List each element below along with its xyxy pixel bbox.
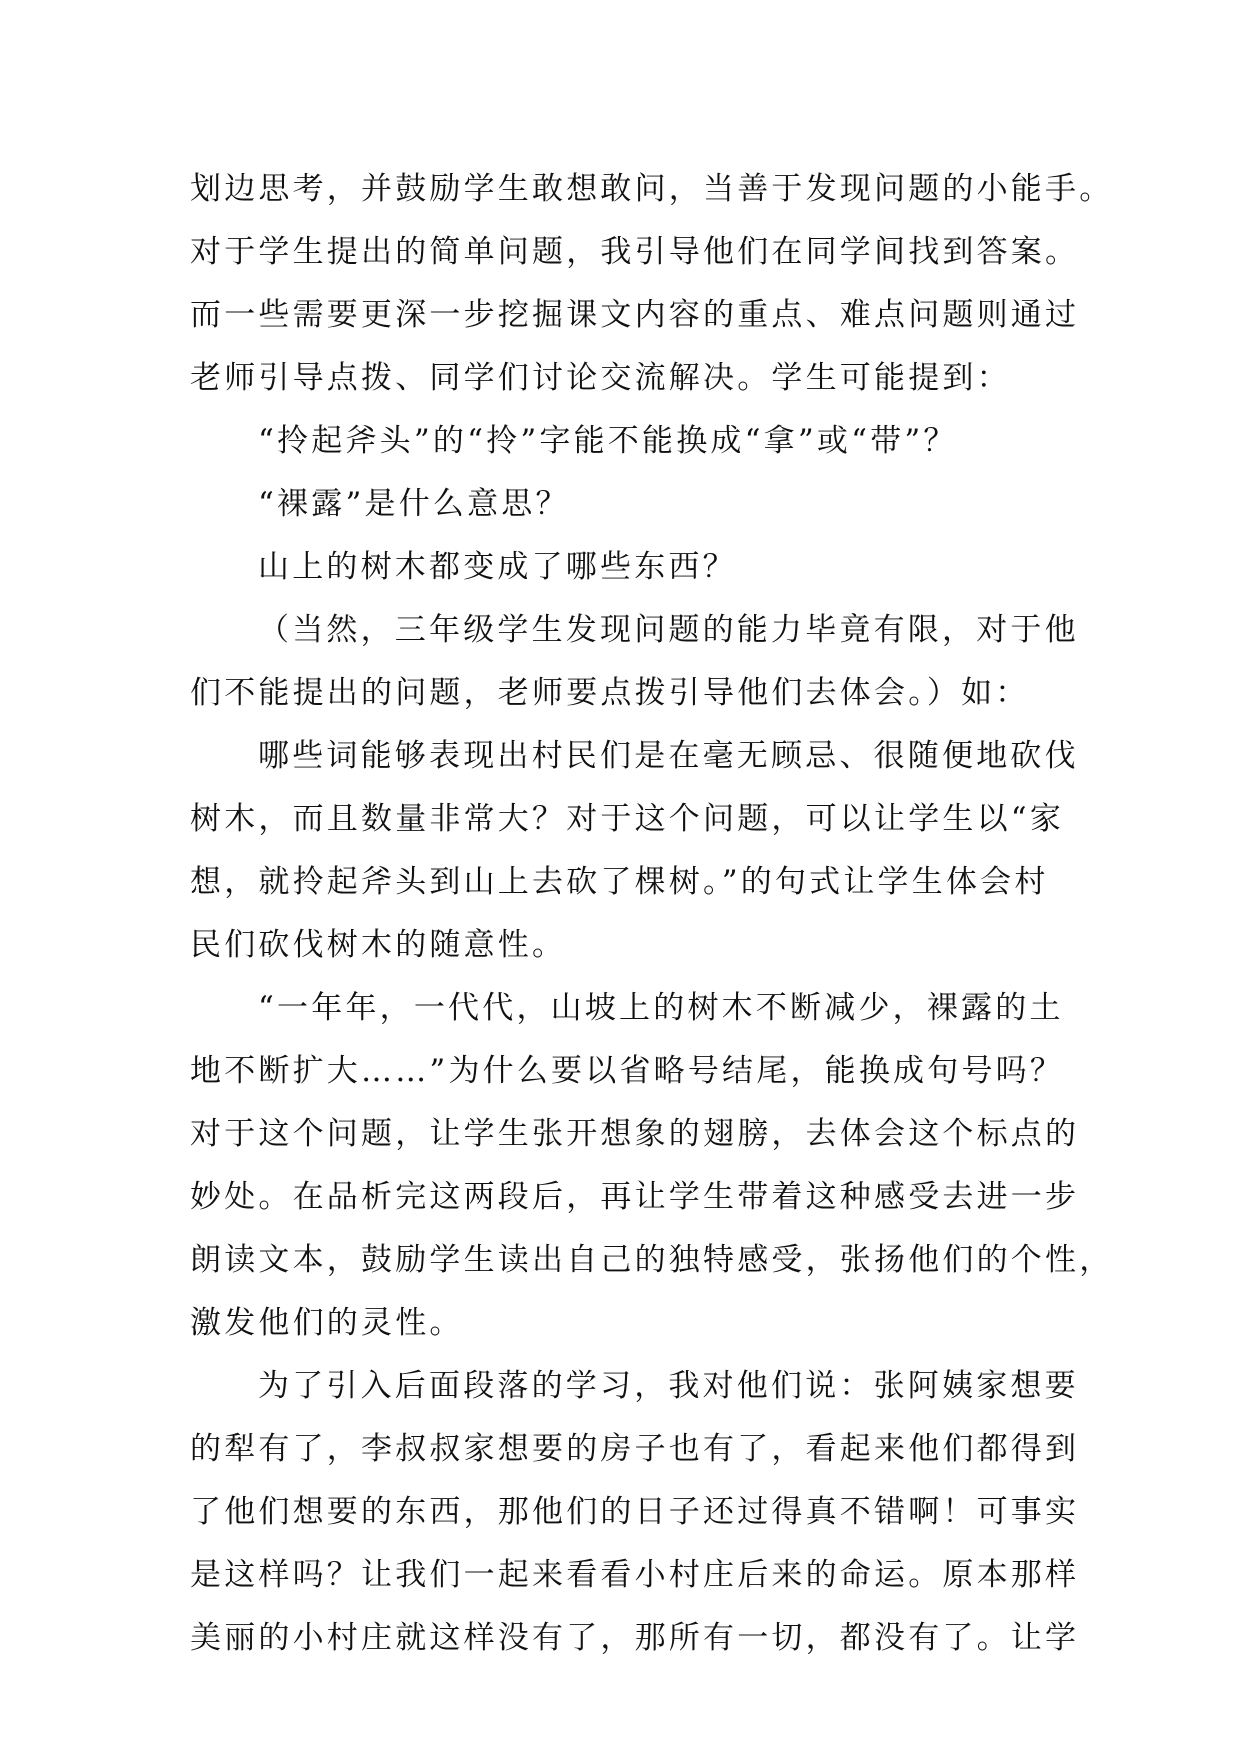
text-line: 对于这个问题，让学生张开想象的翅膀，去体会这个标点的 (190, 1116, 1080, 1152)
text-line: “裸露”是什么意思？ (258, 486, 570, 522)
text-line: 的犁有了，李叔叔家想要的房子也有了，看起来他们都得到 (190, 1431, 1080, 1467)
text-line: 山上的树木都变成了哪些东西？ (258, 549, 737, 585)
body-text (190, 158, 1114, 1670)
text-line: 想，就拎起斧头到山上去砍了棵树。”的句式让学生体会村 (190, 864, 1049, 900)
text-line: 而一些需要更深一步挖掘课文内容的重点、难点问题则通过 (190, 297, 1080, 333)
text-line: 地不断扩大……”为什么要以省略号结尾，能换成句号吗？ (190, 1053, 1065, 1089)
text-line: 哪些词能够表现出村民们是在毫无顾忌、很随便地砍伐 (258, 738, 1079, 774)
text-line: 了他们想要的东西，那他们的日子还过得真不错啊！可事实 (190, 1494, 1080, 1530)
text-line: 激发他们的灵性。 (190, 1305, 464, 1341)
text-line: 树木，而且数量非常大？对于这个问题，可以让学生以“家 (190, 801, 1065, 837)
text-line: 老师引导点拨、同学们讨论交流解决。学生可能提到： (190, 360, 1011, 396)
text-line: 们不能提出的问题，老师要点拨引导他们去体会。）如： (190, 675, 1030, 711)
text-line: 对于学生提出的简单问题，我引导他们在同学间找到答案。 (190, 234, 1080, 270)
text-line: 为了引入后面段落的学习，我对他们说：张阿姨家想要 (258, 1368, 1079, 1404)
text-line: （当然，三年级学生发现问题的能力毕竟有限，对于他 (258, 612, 1079, 648)
text-line: “一年年，一代代，山坡上的树木不断减少，裸露的土 (258, 990, 1064, 1026)
text-line: 是这样吗？让我们一起来看看小村庄后来的命运。原本那样 (190, 1557, 1080, 1593)
text-line: “拎起斧头”的“拎”字能不能换成“拿”或“带”？ (258, 423, 958, 459)
text-line: 妙处。在品析完这两段后，再让学生带着这种感受去进一步 (190, 1179, 1080, 1215)
text-line: 朗读文本，鼓励学生读出自己的独特感受，张扬他们的个性， (190, 1242, 1114, 1278)
text-line: 划边思考，并鼓励学生敢想敢问，当善于发现问题的小能手。 (190, 171, 1114, 207)
text-line: 民们砍伐树木的随意性。 (190, 927, 567, 963)
text-line: 美丽的小村庄就这样没有了，那所有一切，都没有了。让学 (190, 1620, 1080, 1656)
